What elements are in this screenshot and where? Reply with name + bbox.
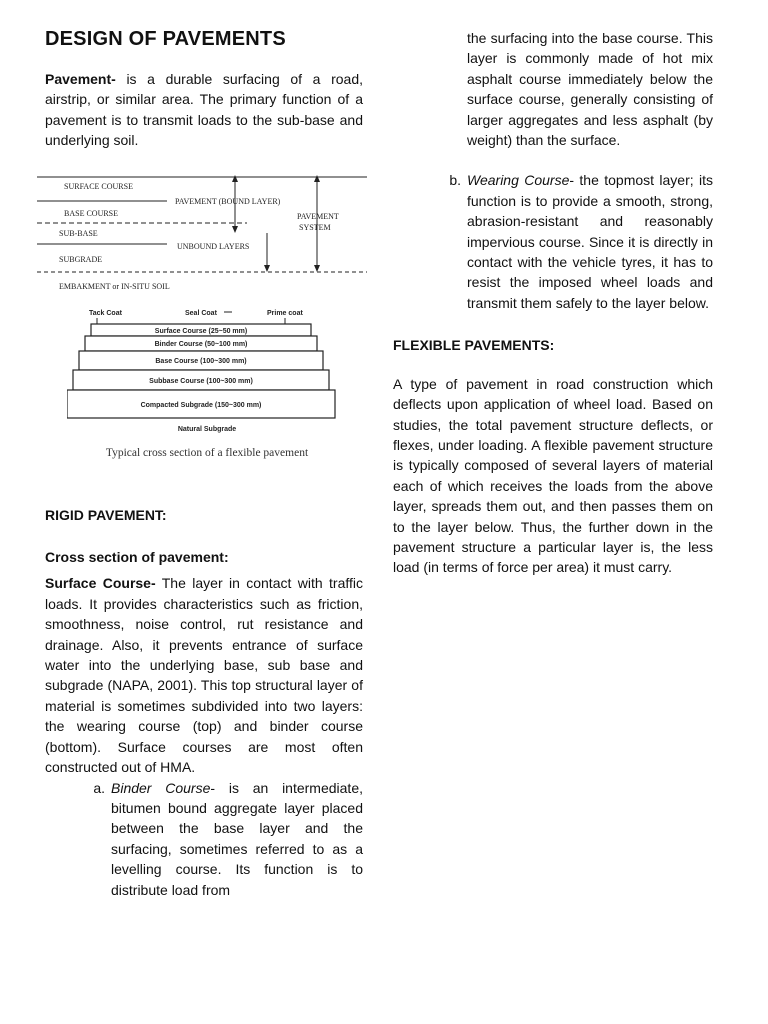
wearing-course-term: Wearing Course (467, 172, 570, 189)
list-marker-a: a. (93, 779, 105, 796)
flexible-heading: FLEXIBLE PAVEMENTS: (393, 337, 555, 354)
layer-subbase: Subbase Course (100~300 mm) (149, 377, 253, 385)
flexible-cross-section-diagram (67, 301, 367, 471)
binder-course-text: - is an intermediate, bitumen bound aggregate layer placed between the base layer and the surfacing, sometimes referred to as a levelling course. Its function is to distribute load from (111, 779, 363, 898)
pavement-layers-diagram (37, 171, 367, 293)
layer-base: Base Course (100~300 mm) (155, 357, 247, 365)
list-item-b (431, 170, 713, 313)
label-sub-base: SUB-BASE (59, 228, 98, 238)
list-body-b (467, 170, 713, 313)
layer-surface: Surface Course (25~50 mm) (154, 327, 248, 335)
label-prime-coat: Prime coat (267, 309, 303, 317)
flexible-paragraph: A type of pavement in road construction which deflects upon application of wheel load. Based on studies, the total pavement structure deflects, or flexes, under loading. A flexible pavement structure is typically composed of several layers of material each of which receives the loads from the above layer, spreads them out, and then passes them on to the layer below. Thus, the further down in the pavement structure a particular layer is, the less load (in terms of force per area) it must carry. (393, 375, 713, 576)
pavement-term: Pavement- (45, 71, 116, 87)
list-marker-b: b. (449, 172, 461, 189)
label-pavement-system-1: PAVEMENT (297, 211, 339, 221)
layer-compacted: Compacted Subgrade (150~300 mm) (140, 401, 262, 409)
label-tack-coat: Tack Coat (89, 309, 122, 317)
label-embankment: EMBAKMENT or IN-SITU SOIL (59, 281, 170, 291)
wearing-course-text: - the topmost layer; its function is to provide a smooth, strong, abrasion-resistant and reasonably impervious course. Since it is directly in contact with the vehicle tyres, it has to resist the imposed wheel loads and transmit them safely to the layer below. (467, 172, 713, 311)
pavement-definition (45, 69, 363, 151)
cross-section-heading: Cross section of pavement: (45, 549, 229, 566)
pavement-def-text: is a durable surfacing of a road, airstrip, or similar area. The primary function of a pavement is to transmit loads to the sub-base and underlying soil. (45, 71, 363, 149)
list-item-a-continued (431, 28, 713, 150)
surface-course-term: Surface Course- (45, 575, 156, 592)
layer-binder: Binder Course (50~100 mm) (154, 340, 248, 348)
surface-course-text: The layer in contact with traffic loads. It provides characteristics such as friction, smoothness, noise control, rut resistance and drainage. Also, it prevents entrance of surface water into the underlying base, sub base and subgrade (NAPA, 2001). This top structural layer of material is sometimes subdivided into two layers: the wearing course (top) and binder course (bottom). Surface courses are most often constructed out of HMA. (45, 575, 363, 776)
label-unbound-layers: UNBOUND LAYERS (177, 241, 250, 251)
surface-course-paragraph (45, 573, 363, 777)
binder-course-term: Binder Course (111, 779, 211, 796)
layer-natural: Natural Subgrade (177, 425, 237, 433)
label-pavement-system-2: SYSTEM (299, 222, 331, 232)
figure-caption: Typical cross section of a flexible pavement (105, 446, 309, 459)
binder-continued-text: the surfacing into the base course. This layer is commonly made of hot mix asphalt course immediately below the surface course, generally consisting of larger aggregates and less asphalt (by weight) than the surface. (467, 30, 713, 149)
label-subgrade: SUBGRADE (59, 254, 103, 264)
right-column (393, 28, 713, 578)
rigid-heading: RIGID PAVEMENT: (45, 506, 167, 523)
page-title: DESIGN OF PAVEMENTS (45, 28, 286, 50)
label-surface-course: SURFACE COURSE (64, 181, 133, 191)
label-seal-coat: Seal Coat (185, 309, 217, 317)
list-body-a (111, 778, 363, 900)
label-bound-layer: PAVEMENT (BOUND LAYER) (175, 196, 281, 206)
list-item-a (81, 778, 363, 900)
left-column (45, 28, 363, 900)
label-base-course: BASE COURSE (64, 208, 119, 218)
